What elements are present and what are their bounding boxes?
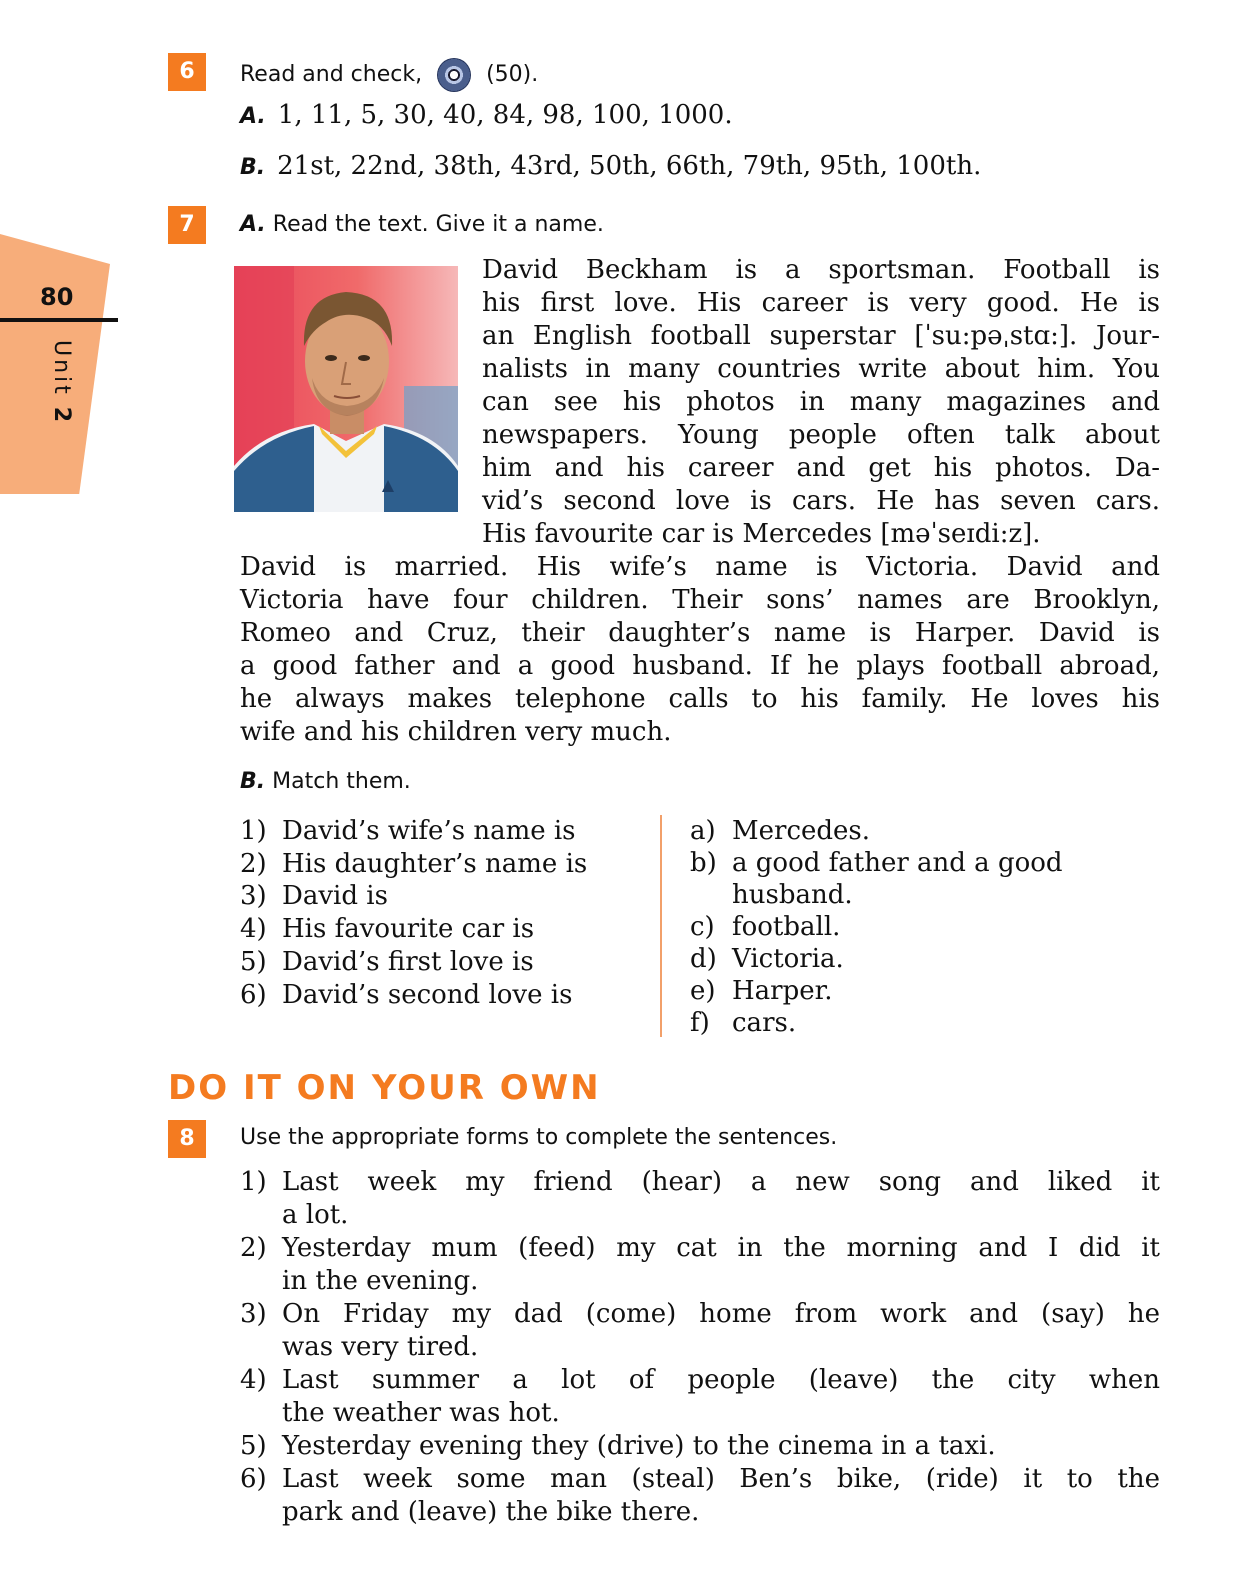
article-line: His favourite car is Mercedes [məˈseɪdi:z]. [482,519,1041,549]
match-right-item [690,816,870,846]
article-line: his first love. His career is very good. He is [482,288,1160,318]
match-number: 3) [240,881,267,911]
item-line: On Friday my dad (come) home from work and (say) he [282,1299,1160,1329]
exercise-8-item [240,1298,1160,1364]
item-number: 5) [240,1431,267,1461]
portrait-photo [234,266,458,512]
exercise-8-item [240,1232,1160,1298]
part-b-label: B. [240,155,266,180]
portrait-illustration [234,266,458,512]
match-text: a good father and a good [732,848,1063,878]
item-line: a lot. [282,1200,349,1230]
article-line: he always makes telephone calls to his family. He loves his [240,684,1160,714]
match-left-item [240,849,587,879]
match-right-item [690,912,840,942]
exercise-8-item [240,1463,1160,1529]
exercise-8-item [240,1166,1160,1232]
article-text-beside-photo [482,254,1160,551]
exercise-6-part-a [240,100,733,130]
part-b-numbers: 21st, 22nd, 38th, 43rd, 50th, 66th, 79th, 95th, 100th. [277,151,982,181]
item-line: was very tired. [282,1332,479,1362]
match-number: 4) [240,914,267,944]
exercise-7-part-a-instruction [240,212,604,237]
unit-number: 2 [49,406,74,426]
exercise-6-instruction-text: Read and check, [240,62,423,87]
part-a-instruction-text: Read the text. Give it a name. [272,212,604,237]
match-text: husband. [732,880,853,910]
exercise-6-part-b [240,151,981,181]
match-letter: b) [690,848,717,878]
article-line: David Beckham is a sportsman. Football is [482,255,1160,285]
item-line: Yesterday mum (feed) my cat in the morning and I did it [282,1233,1160,1263]
match-number: 6) [240,980,267,1010]
item-line: in the evening. [282,1266,479,1296]
part-b-label: B. [240,769,266,794]
exercise-7-part-b-instruction [240,769,411,794]
match-text: His favourite car is [282,914,535,944]
exercise-6-badge: 6 [168,53,206,91]
article-line: vid’s second love is cars. He has seven cars. [482,486,1160,516]
match-letter: d) [690,944,717,974]
match-text: His daughter’s name is [282,849,588,879]
item-line: Last week some man (steal) Ben’s bike, (ride) it to the [282,1464,1160,1494]
item-number: 4) [240,1365,267,1395]
article-line: wife and his children very much. [240,717,672,747]
item-number: 6) [240,1464,267,1494]
match-right-item [690,880,853,910]
match-text: David is [282,881,388,911]
audio-cd-icon[interactable] [437,58,471,92]
article-line: Victoria have four children. Their sons’ names are Brooklyn, [240,585,1160,615]
item-line: Last week my friend (hear) a new song and liked it [282,1167,1160,1197]
match-text: David’s first love is [282,947,534,977]
match-number: 2) [240,849,267,879]
exercise-8-item [240,1430,1160,1463]
article-line: Romeo and Cruz, their daughter’s name is Harper. David is [240,618,1160,648]
item-number: 2) [240,1233,267,1263]
article-line: newspapers. Young people often talk about [482,420,1160,450]
article-line: him and his career and get his photos. Da- [482,453,1160,483]
part-b-instruction-text: Match them. [272,769,411,794]
exercise-6-instruction [240,58,538,92]
item-number: 1) [240,1167,267,1197]
item-line: Yesterday evening they (drive) to the cinema in a taxi. [282,1431,996,1461]
match-right-item [690,848,1063,878]
page-number: 80 [40,283,74,311]
article-line: nalists in many countries write about him. You [482,354,1160,384]
article-line: David is married. His wife’s name is Victoria. David and [240,552,1160,582]
match-number: 5) [240,947,267,977]
match-number: 1) [240,816,267,846]
match-text: cars. [732,1008,797,1038]
match-letter: f) [690,1008,710,1038]
match-text: football. [732,912,841,942]
part-a-numbers: 1, 11, 5, 30, 40, 84, 98, 100, 1000. [277,100,733,130]
item-line: park and (leave) the bike there. [282,1497,700,1527]
match-text: Harper. [732,976,833,1006]
exercise-8-badge: 8 [168,1120,206,1158]
exercise-7-badge: 7 [168,206,206,244]
part-a-label: A. [240,104,266,129]
match-right-item [690,976,832,1006]
article-text-full-width [240,551,1160,749]
match-left-item [240,947,534,977]
match-left-item [240,881,388,911]
match-text: David’s second love is [282,980,573,1010]
article-line: an English football superstar [ˈsu:pəˌstɑ:]. Jour- [482,321,1160,351]
match-left-item [240,816,576,846]
exercise-8-instruction: Use the appropriate forms to complete the sentences. [240,1125,838,1150]
match-right-item [690,944,844,974]
item-number: 3) [240,1299,267,1329]
exercise-8-item [240,1364,1160,1430]
match-left-item [240,980,572,1010]
part-a-label: A. [240,212,266,237]
unit-label [30,340,74,460]
exercise-6-track: (50). [486,62,539,87]
match-letter: e) [690,976,716,1006]
item-line: the weather was hot. [282,1398,560,1428]
match-text: Victoria. [732,944,844,974]
item-line: Last summer a lot of people (leave) the city when [282,1365,1160,1395]
match-text: David’s wife’s name is [282,816,576,846]
match-letter: a) [690,816,716,846]
page-rule [0,318,118,322]
article-line: can see his photos in many magazines and [482,387,1160,417]
column-divider [660,815,662,1037]
match-letter: c) [690,912,715,942]
unit-label-text: Unit [49,340,74,397]
match-text: Mercedes. [732,816,871,846]
article-line: a good father and a good husband. If he plays football abroad, [240,651,1160,681]
section-heading: DO IT ON YOUR OWN [168,1068,601,1108]
match-right-item [690,1008,796,1038]
match-left-item [240,914,534,944]
